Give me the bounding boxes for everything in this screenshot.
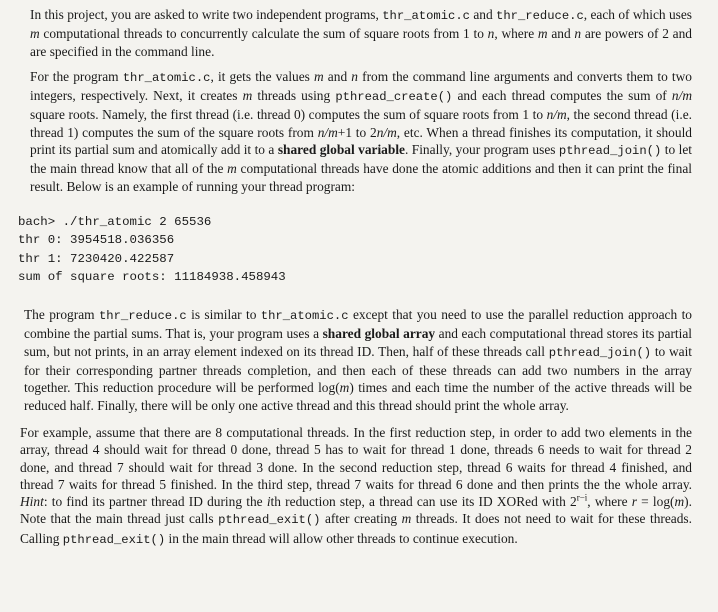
program-name: thr_atomic.c [260, 309, 349, 324]
function-name: pthread_join() [548, 345, 652, 360]
example-paragraph: For example, assume that there are 8 computational threads. In the first reduction step, in order to add two elements in the array, thread 4 should wait for thread 0 done, thread 5 has to wait for thread 1 done, threads 6 needs to wait for thread 2 done, and thread 7 should wait for thread 3 done. In the second reduction step, thread 6 waits for thread 4 finished, and thread 7 waits for thread 5 finished. In the third step, thread 7 waits for thread 6 done and then prints the the whole array. Hint: to find its partner thread ID during the ith reduction step, a thread can use its ID XORed with $2^{r-i}$, where r = log(m). Note that the main thread just calls pthread_exit() after creating m threads. It does not need to wait for these threads. Calling pthread_exit() in the main thread will allow other threads to continue execution. [20, 424, 692, 547]
function-name: pthread_exit() [218, 513, 321, 528]
terminal-line: bach> ./thr_atomic 2 65536 [18, 214, 212, 229]
program-name: thr_reduce.c [496, 9, 584, 23]
program-name: thr_atomic.c [382, 9, 470, 23]
program-name: thr_atomic.c [122, 70, 211, 85]
terminal-line: thr 0: 3954518.036356 [18, 233, 175, 248]
atomic-paragraph: For the program thr_atomic.c, it gets the values m and n from the command line arguments and converts them to two integers, respectively. Next, it creates m threads using pthread_create() and each thread computes the sum of n/m square roots. Namely, the first thread (i.e. thread 0) computes the sum of square roots from 1 to n/m, the second thread (i.e. thread 1) computes the sum of the square roots from n/m+1 to 2n/m, etc. When a thread finishes its computation, it should print its partial sum and atomically add it to a shared global variable. Finally, your program uses pthread_join() to let the main thread know that all of the m computational threads have done the atomic additions and then it can print the final result. Below is an example of running your thread program: [30, 68, 693, 194]
hint-label: Hint [20, 494, 44, 510]
function-name: pthread_create() [335, 90, 453, 105]
terminal-output [18, 209, 692, 292]
program-name: thr_reduce.c [98, 309, 187, 324]
terminal-line: thr 1: 7230420.422587 [18, 251, 175, 266]
terminal-line: sum of square roots: 11184938.458943 [18, 269, 286, 284]
function-name: pthread_join() [558, 144, 662, 159]
function-name: pthread_exit() [62, 532, 166, 547]
bold-term: shared global variable [277, 142, 405, 158]
intro-paragraph: In this project, you are asked to write two independent programs, thr_atomic.c and thr_reduce.c, each of which uses m computational threads to concurrently calculate the sum of square roots from 1 to n, where m and n are powers of 2 and are specified in the command line. [30, 7, 693, 59]
reduce-paragraph: The program thr_reduce.c is similar to thr_atomic.c except that you need to use the parallel reduction approach to combine the partial sums. That is, your program uses a shared global array and each computational thread stores its partial sum, but not prints, in an array element indexed on its thread ID. Then, half of these threads call pthread_join() to wait for their corresponding partner threads completion, and then each of these threads can add two numbers in the array together. This reduction procedure will be performed log(m) times and each time the number of the active threads will be reduced half. Finally, there will be only one active thread and this thread should print the whole array. [24, 307, 693, 413]
bold-term: shared global array [322, 326, 436, 342]
